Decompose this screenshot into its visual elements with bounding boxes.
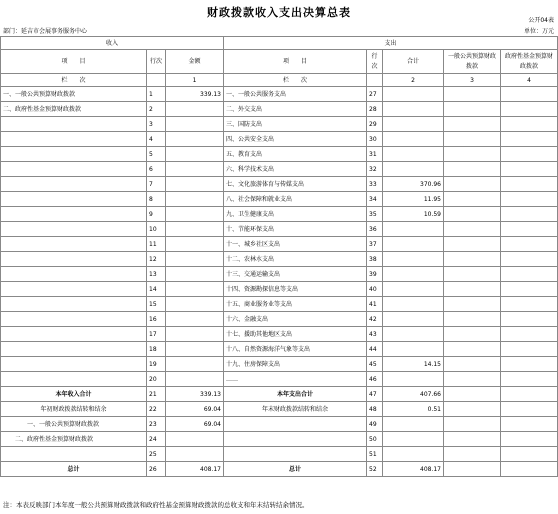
income-item-cell [1, 177, 147, 192]
general-budget-cell [444, 297, 501, 312]
general-budget-cell [444, 282, 501, 297]
expenditure-line-cell: 32 [367, 162, 383, 177]
summary-row [1, 402, 558, 417]
gov-fund-cell [501, 162, 558, 177]
expenditure-line-cell: 39 [367, 267, 383, 282]
gov-fund-summary-cell [501, 387, 558, 402]
general-budget-cell [444, 147, 501, 162]
income-line-cell: 5 [147, 147, 166, 162]
income-summary-item: 总计 [1, 462, 147, 477]
income-item-cell [1, 342, 147, 357]
table-row [1, 192, 558, 207]
income-line-cell: 15 [147, 297, 166, 312]
expenditure-total-cell [383, 327, 444, 342]
income-amount-cell [166, 327, 224, 342]
summary-row [1, 462, 558, 477]
income-item-cell [1, 327, 147, 342]
expenditure-line-cell: 35 [367, 207, 383, 222]
expenditure-total-header: 合计 [383, 50, 444, 74]
income-item-cell [1, 132, 147, 147]
income-summary-amount: 69.04 [166, 402, 224, 417]
expenditure-item-cell: 十五、商业服务业等支出 [224, 297, 367, 312]
gov-fund-summary-cell [501, 417, 558, 432]
gov-fund-cell [501, 177, 558, 192]
expenditure-summary-item [224, 432, 367, 447]
income-line-cell: 10 [147, 222, 166, 237]
meta-row [0, 26, 558, 36]
gov-fund-cell [501, 117, 558, 132]
header-row-lanci [1, 74, 558, 87]
expenditure-summary-item: 总计 [224, 462, 367, 477]
expenditure-line-cell: 28 [367, 102, 383, 117]
income-summary-amount: 69.04 [166, 417, 224, 432]
gov-fund-summary-cell [501, 447, 558, 462]
expenditure-item-cell: 三、国防支出 [224, 117, 367, 132]
income-line-cell: 6 [147, 162, 166, 177]
income-summary-amount: 339.13 [166, 387, 224, 402]
income-amount-cell [166, 267, 224, 282]
gov-fund-cell [501, 132, 558, 147]
expenditure-line-cell: 27 [367, 87, 383, 102]
expenditure-item-cell: 八、社会保障和就业支出 [224, 192, 367, 207]
income-line-cell: 2 [147, 102, 166, 117]
gov-fund-cell [501, 357, 558, 372]
income-amount-cell [166, 132, 224, 147]
income-amount-header: 金额 [166, 50, 224, 74]
income-line-cell: 3 [147, 117, 166, 132]
summary-row [1, 387, 558, 402]
table-row [1, 267, 558, 282]
table-row [1, 207, 558, 222]
department-name: 部门：延吉市会展事务服务中心 [3, 28, 88, 35]
gov-fund-header: 政府性基金预算财政拨款 [501, 50, 558, 74]
general-budget-cell [444, 342, 501, 357]
income-lanci: 栏 次 [1, 74, 147, 87]
expenditure-section-header: 支出 [224, 37, 558, 50]
table-row [1, 327, 558, 342]
summary-row [1, 417, 558, 432]
income-item-cell [1, 297, 147, 312]
income-item-cell [1, 147, 147, 162]
income-amount-cell [166, 102, 224, 117]
gov-fund-cell [501, 267, 558, 282]
expenditure-line-cell: 40 [367, 282, 383, 297]
table-row [1, 372, 558, 387]
expenditure-summary-line: 50 [367, 432, 383, 447]
general-budget-cell [444, 372, 501, 387]
gov-fund-summary-cell [501, 432, 558, 447]
table-row [1, 87, 558, 102]
expenditure-lanci-line [367, 74, 383, 87]
gov-fund-cell [501, 342, 558, 357]
table-row [1, 132, 558, 147]
header-row-columns [1, 50, 558, 74]
gov-fund-cell [501, 192, 558, 207]
expenditure-summary-item [224, 447, 367, 462]
gov-fund-cell [501, 147, 558, 162]
budget-summary-table [0, 36, 558, 477]
general-budget-summary-cell [444, 417, 501, 432]
gov-fund-cell [501, 282, 558, 297]
expenditure-item-cell: …… [224, 372, 367, 387]
income-line-cell: 18 [147, 342, 166, 357]
expenditure-total-cell [383, 342, 444, 357]
expenditure-line-cell: 31 [367, 147, 383, 162]
expenditure-summary-line: 51 [367, 447, 383, 462]
income-amount-cell [166, 312, 224, 327]
general-budget-header: 一般公共预算财政拨款 [444, 50, 501, 74]
header-row-section [1, 37, 558, 50]
general-budget-summary-cell [444, 432, 501, 447]
income-line-cell: 16 [147, 312, 166, 327]
expenditure-line-cell: 36 [367, 222, 383, 237]
expenditure-total-cell [383, 237, 444, 252]
gov-fund-cell [501, 312, 558, 327]
expenditure-summary-line: 49 [367, 417, 383, 432]
table-row [1, 297, 558, 312]
income-amount-cell [166, 147, 224, 162]
expenditure-line-cell: 46 [367, 372, 383, 387]
general-budget-cell [444, 117, 501, 132]
expenditure-summary-total [383, 417, 444, 432]
income-item-cell [1, 162, 147, 177]
gov-fund-cell [501, 207, 558, 222]
gov-fund-cell [501, 327, 558, 342]
general-budget-summary-cell [444, 462, 501, 477]
income-amount-cell [166, 372, 224, 387]
expenditure-line-cell: 29 [367, 117, 383, 132]
expenditure-item-cell: 十九、住房保障支出 [224, 357, 367, 372]
income-line-cell: 8 [147, 192, 166, 207]
income-summary-item: 年初财政拨款结转和结余 [1, 402, 147, 417]
expenditure-line-cell: 43 [367, 327, 383, 342]
expenditure-item-cell: 十四、资源勘探信息等支出 [224, 282, 367, 297]
gov-fund-cell [501, 372, 558, 387]
form-code: 公开04表 [528, 17, 554, 24]
income-amount-cell [166, 222, 224, 237]
income-item-header: 项 目 [1, 50, 147, 74]
income-summary-item: 二、政府性基金预算财政拨款 [1, 432, 147, 447]
expenditure-summary-total: 408.17 [383, 462, 444, 477]
income-amount-cell [166, 177, 224, 192]
income-line-cell: 9 [147, 207, 166, 222]
income-summary-line: 25 [147, 447, 166, 462]
income-summary-amount [166, 447, 224, 462]
income-item-cell [1, 252, 147, 267]
expenditure-total-cell [383, 222, 444, 237]
table-row [1, 282, 558, 297]
income-amount-cell [166, 297, 224, 312]
income-item-cell [1, 207, 147, 222]
income-lanci-line [147, 74, 166, 87]
expenditure-summary-item: 年末财政拨款结转和结余 [224, 402, 367, 417]
income-item-cell [1, 267, 147, 282]
expenditure-line-cell: 30 [367, 132, 383, 147]
currency-unit: 单位：万元 [523, 28, 554, 35]
table-row [1, 312, 558, 327]
expenditure-summary-total [383, 447, 444, 462]
income-line-cell: 13 [147, 267, 166, 282]
gov-fund-cell [501, 252, 558, 267]
expenditure-lanci: 栏 次 [224, 74, 367, 87]
expenditure-item-cell: 六、科学技术支出 [224, 162, 367, 177]
income-line-cell: 7 [147, 177, 166, 192]
table-row [1, 162, 558, 177]
table-row [1, 177, 558, 192]
income-item-cell: 二、政府性基金预算财政拨款 [1, 102, 147, 117]
gov-fund-cell [501, 222, 558, 237]
expenditure-item-cell: 十七、援助其他地区支出 [224, 327, 367, 342]
income-amount-cell [166, 342, 224, 357]
expenditure-total-cell [383, 372, 444, 387]
income-summary-amount: 408.17 [166, 462, 224, 477]
expenditure-item-cell: 十六、金融支出 [224, 312, 367, 327]
expenditure-item-cell: 十三、交通运输支出 [224, 267, 367, 282]
expenditure-item-cell: 一、一般公共服务支出 [224, 87, 367, 102]
income-amount-cell [166, 237, 224, 252]
gov-fund-cell [501, 102, 558, 117]
general-budget-cell [444, 132, 501, 147]
expenditure-total-cell [383, 297, 444, 312]
income-line-cell: 20 [147, 372, 166, 387]
income-lanci-1: 1 [166, 74, 224, 87]
table-row [1, 222, 558, 237]
table-row [1, 237, 558, 252]
income-line-cell: 12 [147, 252, 166, 267]
income-line-cell: 14 [147, 282, 166, 297]
general-budget-cell [444, 192, 501, 207]
general-budget-summary-cell [444, 402, 501, 417]
gov-fund-summary-cell [501, 462, 558, 477]
expenditure-total-cell [383, 102, 444, 117]
income-summary-item: 一、一般公共预算财政拨款 [1, 417, 147, 432]
expenditure-lanci-4: 4 [501, 74, 558, 87]
income-amount-cell [166, 207, 224, 222]
expenditure-total-cell [383, 132, 444, 147]
report-title: 财政拨款收入支出决算总表 [207, 6, 351, 19]
expenditure-line-cell: 37 [367, 237, 383, 252]
general-budget-summary-cell [444, 447, 501, 462]
income-item-cell [1, 282, 147, 297]
summary-row [1, 447, 558, 462]
expenditure-total-cell: 10.59 [383, 207, 444, 222]
table-row [1, 342, 558, 357]
expenditure-item-cell: 九、卫生健康支出 [224, 207, 367, 222]
income-line-header: 行次 [147, 50, 166, 74]
summary-row [1, 432, 558, 447]
footnote: 注：本表反映部门本年度一般公共预算财政拨款和政府性基金预算财政拨款的总收支和年末结转结余情况。 [3, 501, 309, 509]
income-amount-cell [166, 357, 224, 372]
income-item-cell [1, 192, 147, 207]
expenditure-total-cell [383, 87, 444, 102]
expenditure-line-cell: 41 [367, 297, 383, 312]
general-budget-cell [444, 222, 501, 237]
expenditure-line-cell: 34 [367, 192, 383, 207]
general-budget-cell [444, 237, 501, 252]
expenditure-line-header: 行次 [367, 50, 383, 74]
income-item-cell [1, 372, 147, 387]
table-row [1, 147, 558, 162]
expenditure-total-cell: 14.15 [383, 357, 444, 372]
income-line-cell: 1 [147, 87, 166, 102]
expenditure-item-header: 项 目 [224, 50, 367, 74]
expenditure-item-cell: 七、文化旅游体育与传媒支出 [224, 177, 367, 192]
general-budget-cell [444, 267, 501, 282]
general-budget-cell [444, 102, 501, 117]
income-amount-cell [166, 282, 224, 297]
gov-fund-summary-cell [501, 402, 558, 417]
income-section-header: 收入 [1, 37, 224, 50]
expenditure-total-cell [383, 252, 444, 267]
income-summary-line: 26 [147, 462, 166, 477]
table-row [1, 357, 558, 372]
expenditure-summary-total [383, 432, 444, 447]
income-summary-item: 本年收入合计 [1, 387, 147, 402]
general-budget-cell [444, 252, 501, 267]
expenditure-lanci-2: 2 [383, 74, 444, 87]
income-item-cell [1, 222, 147, 237]
expenditure-line-cell: 38 [367, 252, 383, 267]
general-budget-cell [444, 312, 501, 327]
income-summary-line: 21 [147, 387, 166, 402]
table-row [1, 117, 558, 132]
income-summary-line: 24 [147, 432, 166, 447]
expenditure-total-cell [383, 162, 444, 177]
general-budget-summary-cell [444, 387, 501, 402]
gov-fund-cell [501, 87, 558, 102]
expenditure-summary-item: 本年支出合计 [224, 387, 367, 402]
expenditure-summary-line: 48 [367, 402, 383, 417]
expenditure-line-cell: 42 [367, 312, 383, 327]
expenditure-total-cell [383, 117, 444, 132]
income-amount-cell [166, 192, 224, 207]
expenditure-item-cell: 十、节能环保支出 [224, 222, 367, 237]
income-summary-item [1, 447, 147, 462]
expenditure-summary-line: 52 [367, 462, 383, 477]
expenditure-item-cell: 十一、城乡社区支出 [224, 237, 367, 252]
income-amount-cell [166, 252, 224, 267]
income-amount-cell [166, 117, 224, 132]
expenditure-summary-line: 47 [367, 387, 383, 402]
income-item-cell: 一、一般公共预算财政拨款 [1, 87, 147, 102]
expenditure-line-cell: 45 [367, 357, 383, 372]
general-budget-cell [444, 162, 501, 177]
income-line-cell: 17 [147, 327, 166, 342]
expenditure-total-cell [383, 147, 444, 162]
general-budget-cell [444, 357, 501, 372]
gov-fund-cell [501, 297, 558, 312]
gov-fund-cell [501, 237, 558, 252]
table-row [1, 252, 558, 267]
expenditure-line-cell: 44 [367, 342, 383, 357]
expenditure-total-cell: 370.96 [383, 177, 444, 192]
income-amount-cell [166, 162, 224, 177]
expenditure-item-cell: 四、公共安全支出 [224, 132, 367, 147]
general-budget-cell [444, 327, 501, 342]
expenditure-total-cell: 11.95 [383, 192, 444, 207]
income-summary-line: 23 [147, 417, 166, 432]
income-item-cell [1, 357, 147, 372]
expenditure-item-cell: 十二、农林水支出 [224, 252, 367, 267]
table-row [1, 102, 558, 117]
expenditure-summary-total: 407.66 [383, 387, 444, 402]
income-item-cell [1, 237, 147, 252]
general-budget-cell [444, 207, 501, 222]
income-item-cell [1, 117, 147, 132]
income-line-cell: 19 [147, 357, 166, 372]
expenditure-summary-total: 0.51 [383, 402, 444, 417]
expenditure-total-cell [383, 282, 444, 297]
expenditure-total-cell [383, 267, 444, 282]
expenditure-summary-item [224, 417, 367, 432]
income-item-cell [1, 312, 147, 327]
expenditure-item-cell: 五、教育支出 [224, 147, 367, 162]
general-budget-cell [444, 177, 501, 192]
general-budget-cell [444, 87, 501, 102]
expenditure-lanci-3: 3 [444, 74, 501, 87]
income-line-cell: 11 [147, 237, 166, 252]
expenditure-item-cell: 十八、自然资源海洋气象等支出 [224, 342, 367, 357]
expenditure-item-cell: 二、外交支出 [224, 102, 367, 117]
income-summary-amount [166, 432, 224, 447]
expenditure-total-cell [383, 312, 444, 327]
income-amount-cell: 339.13 [166, 87, 224, 102]
expenditure-line-cell: 33 [367, 177, 383, 192]
income-line-cell: 4 [147, 132, 166, 147]
income-summary-line: 22 [147, 402, 166, 417]
